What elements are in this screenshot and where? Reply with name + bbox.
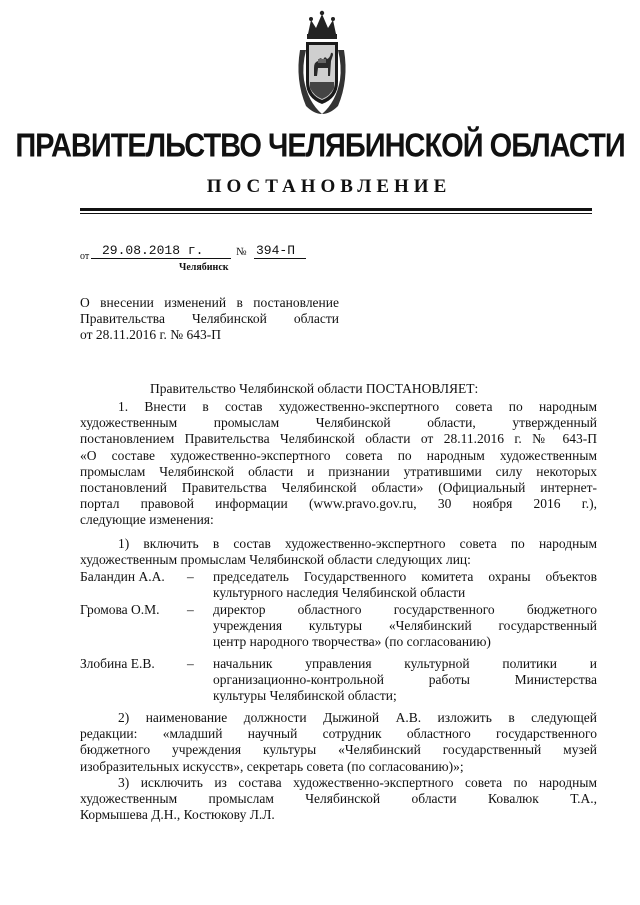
- header-rule-thick: [80, 208, 592, 211]
- paragraph-line: художественным промыслам Челябинской области, утвержденный: [80, 415, 597, 431]
- paragraph-line: следующие изменения:: [80, 512, 214, 528]
- member-dash: –: [187, 569, 194, 584]
- subject-line: О внесении изменений в постановление: [80, 295, 339, 310]
- item-1-paragraph: [80, 399, 597, 529]
- role-line: организационно-контрольной работы Министерства: [213, 672, 597, 688]
- date-prefix: от: [80, 251, 90, 262]
- role-line: культурного наследия Челябинской области: [213, 585, 466, 601]
- role-line: начальник управления культурной политики и: [213, 656, 597, 671]
- subitem-3-paragraph: [80, 775, 597, 824]
- subject-line: от 28.11.2016 г. № 643-П: [80, 327, 221, 342]
- paragraph-line: художественным промыслам Челябинской области Ковалюк Т.А.,: [80, 791, 597, 807]
- government-title: ПРАВИТЕЛЬСТВО ЧЕЛЯБИНСКОЙ ОБЛАСТИ: [15, 127, 625, 165]
- paragraph-line: постановлений Правительства Челябинской области» (Официальный интернет-: [80, 480, 597, 496]
- role-line: директор областного государственного бюджетного: [213, 602, 597, 617]
- date-underline: [91, 258, 231, 259]
- member-name: Баландин А.А.: [80, 569, 165, 584]
- resolution-lead: Правительство Челябинской области ПОСТАНОВЛЯЕТ:: [150, 381, 479, 396]
- number-underline: [254, 258, 306, 259]
- role-line: учреждения культуры «Челябинский государственный: [213, 618, 597, 634]
- document-number: 394-П: [256, 243, 296, 258]
- document-type: ПОСТАНОВЛЕНИЕ: [206, 176, 452, 197]
- number-prefix: №: [236, 246, 247, 258]
- paragraph-line: 1) включить в состав художественно-экспертного совета по народным: [118, 536, 597, 551]
- role-line: центр народного творчества» (по согласованию): [213, 634, 491, 650]
- member-dash: –: [187, 602, 194, 617]
- paragraph-line: изобразительных искусств», секретарь совета (по согласованию)»;: [80, 758, 464, 774]
- member-role: [213, 656, 597, 705]
- member-role: [213, 569, 597, 601]
- paragraph-line: «О составе художественно-экспертного совета по народным художественным: [80, 447, 597, 463]
- paragraph-line: редакции: «младший научный сотрудник областного государственного: [80, 726, 597, 742]
- paragraph-line: 1. Внести в состав художественно-экспертного совета по народным: [118, 399, 597, 414]
- subitem-1-paragraph: [80, 536, 597, 568]
- paragraph-line: художественным промыслам Челябинской области следующих лиц:: [80, 552, 471, 568]
- coat-of-arms-icon: [294, 10, 350, 116]
- city-name: Челябинск: [179, 262, 229, 273]
- paragraph-line: 2) наименование должности Дыжиной А.В. изложить в следующей: [118, 710, 597, 725]
- paragraph-line: промыслам Челябинской области и признании утратившими силу некоторых: [80, 463, 597, 479]
- header-rule-thin: [80, 213, 592, 214]
- paragraph-line: портал правовой информации (www.pravo.gov.ru, 30 ноября 2016 г.),: [80, 496, 597, 512]
- document-date: 29.08.2018 г.: [102, 243, 204, 258]
- member-name: Громова О.М.: [80, 602, 160, 617]
- subject-line: Правительства Челябинской области: [80, 311, 339, 326]
- paragraph-line: Кормышева Д.Н., Костюкову Л.Л.: [80, 807, 275, 823]
- paragraph-line: 3) исключить из состава художественно-экспертного совета по народным: [118, 775, 597, 790]
- subitem-2-paragraph: [80, 710, 597, 775]
- document-subject: [80, 295, 339, 343]
- paragraph-line: постановлением Правительства Челябинской области от 28.11.2016 г. № 643-П: [80, 431, 597, 447]
- paragraph-line: бюджетного учреждения культуры «Челябинский государственный музей: [80, 742, 597, 758]
- role-line: председатель Государственного комитета охраны объектов: [213, 569, 597, 584]
- member-dash: –: [187, 656, 194, 671]
- member-name: Злобина Е.В.: [80, 656, 155, 671]
- member-role: [213, 602, 597, 651]
- role-line: культуры Челябинской области;: [213, 688, 397, 704]
